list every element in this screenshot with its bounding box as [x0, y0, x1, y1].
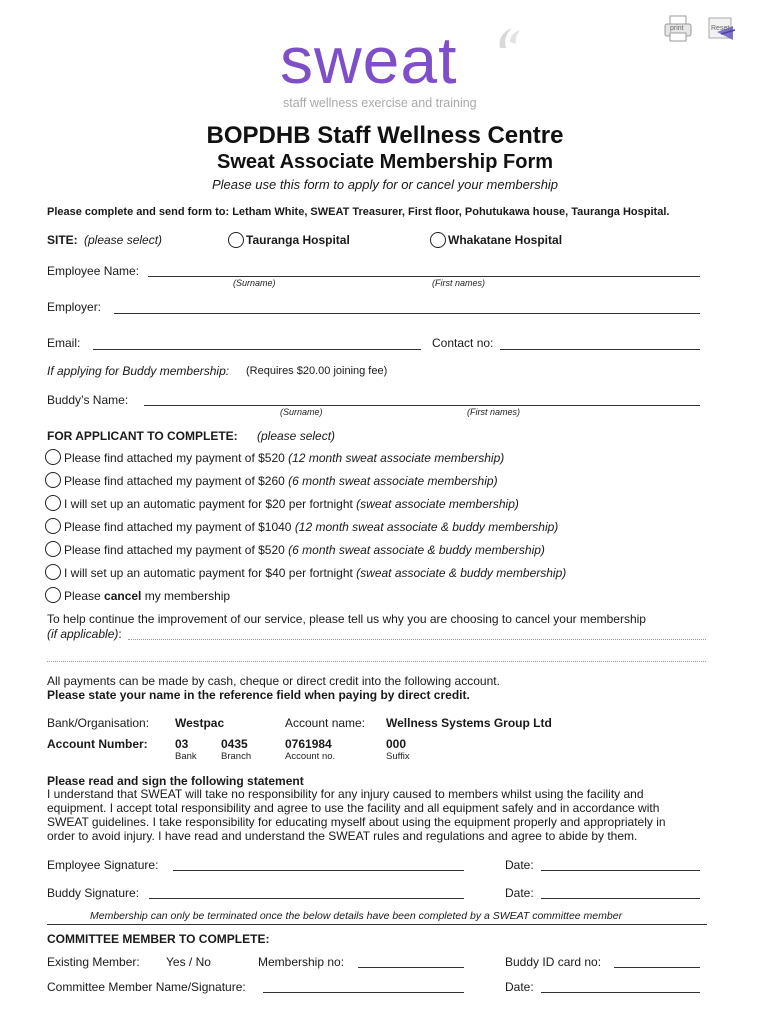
page-title: BOPDHB Staff Wellness Centre [206, 122, 564, 149]
account-bank-code: 03 [175, 737, 189, 751]
employer-field[interactable] [114, 313, 700, 314]
email-field[interactable] [93, 349, 421, 350]
applicant-heading: FOR APPLICANT TO COMPLETE: [47, 429, 238, 443]
employee-date-field[interactable] [541, 870, 700, 871]
employee-date-label: Date: [505, 858, 534, 872]
site-option-tauranga: Tauranga Hospital [246, 233, 350, 247]
committee-date-field[interactable] [541, 992, 700, 993]
section-divider [47, 924, 707, 925]
account-bank-caption: Bank [175, 751, 197, 762]
payment-option-4: Please find attached my payment of $1040 (12 month sweat associate & buddy membership) [64, 520, 559, 534]
buddy-date-field[interactable] [541, 898, 700, 899]
form-instructions: Please use this form to apply for or cancel your membership [211, 177, 559, 192]
payment-radio-6[interactable] [45, 564, 61, 580]
print-label: print [670, 25, 684, 32]
account-branch-caption: Branch [221, 751, 252, 762]
reset-label: Reset [711, 25, 730, 32]
site-option-whakatane: Whakatane Hospital [448, 233, 563, 247]
existing-member-value[interactable]: Yes / No [166, 955, 211, 969]
statement-line-2: equipment. I accept total responsibility and agree to use the facility and all equipment safely and in accordance with [47, 801, 660, 815]
statement-line-3: SWEAT guidelines. I take responsibility for educating myself about using the equipment properly and appropriately in [47, 815, 666, 829]
buddy-id-label: Buddy ID card no: [505, 955, 602, 969]
employee-name-label: Employee Name: [47, 264, 140, 278]
payment-option-1: Please find attached my payment of $520 (12 month sweat associate membership) [64, 451, 505, 465]
account-suffix-value: 000 [386, 737, 407, 751]
membership-no-field[interactable] [358, 967, 464, 968]
account-name-value: Wellness Systems Group Ltd [386, 716, 552, 730]
payment-option-2: Please find attached my payment of $260 (6 month sweat associate membership) [64, 474, 498, 488]
account-branch-code: 0435 [221, 737, 248, 751]
cancel-membership-radio[interactable] [45, 587, 61, 603]
employee-first-names-hint: (First names) [432, 278, 486, 288]
committee-name-signature-field[interactable] [263, 992, 464, 993]
employee-signature-field[interactable] [173, 870, 464, 871]
employee-surname-hint: (Surname) [233, 278, 276, 288]
account-name-label: Account name: [285, 716, 366, 730]
buddy-intro: If applying for Buddy membership: [47, 364, 230, 378]
sweat-logo: sweat [280, 23, 458, 97]
contact-label: Contact no: [432, 336, 494, 350]
statement-line-1: I understand that SWEAT will take no responsibility for any injury caused to members whilst using the facility and [47, 787, 644, 801]
payment-radio-4[interactable] [45, 518, 61, 534]
payment-radio-5[interactable] [45, 541, 61, 557]
committee-name-signature-label: Committee Member Name/Signature: [47, 980, 246, 994]
payment-option-3: I will set up an automatic payment for $20 per fortnight (sweat associate membership) [64, 497, 519, 511]
statement-line-4: order to avoid injury. I have read and understand the SWEAT rules and regulations and agree to abide by them. [47, 829, 638, 843]
payment-option-5: Please find attached my payment of $520 (6 month sweat associate & buddy membership) [64, 543, 545, 557]
bank-label: Bank/Organisation: [47, 716, 150, 730]
print-button[interactable] [662, 14, 694, 44]
cancel-reason-field-1[interactable] [128, 639, 706, 640]
splash-icon [494, 22, 524, 50]
payment-option-6: I will set up an automatic payment for $40 per fortnight (sweat associate & buddy membership) [64, 566, 567, 580]
committee-date-label: Date: [505, 980, 534, 994]
termination-note: Membership can only be terminated once the below details have been completed by a SWEAT committee member [90, 910, 623, 922]
reference-note: Please state your name in the reference field when paying by direct credit. [47, 688, 470, 702]
buddy-signature-field[interactable] [149, 898, 464, 899]
payment-radio-3[interactable] [45, 495, 61, 511]
send-to-address: Please complete and send form to: Letham White, SWEAT Treasurer, First floor, Pohutukawa house, Tauranga Hospital. [47, 206, 670, 218]
reset-button[interactable] [705, 14, 737, 44]
contact-field[interactable] [500, 349, 700, 350]
buddy-signature-label: Buddy Signature: [47, 886, 140, 900]
cancel-reason-field-2[interactable] [47, 661, 706, 662]
buddy-first-names-hint: (First names) [467, 407, 521, 417]
payment-radio-2[interactable] [45, 472, 61, 488]
buddy-name-label: Buddy’s Name: [47, 393, 129, 407]
bank-value: Westpac [175, 716, 225, 730]
if-applicable-note: (if applicable): [47, 627, 122, 641]
existing-member-label: Existing Member: [47, 955, 140, 969]
account-number-label: Account Number: [47, 737, 148, 751]
cancel-membership-option: Please cancel my membership [64, 589, 231, 603]
buddy-fee-note: (Requires $20.00 joining fee) [246, 365, 388, 377]
committee-heading: COMMITTEE MEMBER TO COMPLETE: [47, 932, 270, 946]
employer-label: Employer: [47, 300, 102, 314]
site-radio-tauranga[interactable] [228, 232, 244, 248]
site-label: SITE: [47, 233, 78, 247]
membership-no-label: Membership no: [258, 955, 345, 969]
buddy-surname-hint: (Surname) [280, 407, 323, 417]
statement-heading: Please read and sign the following statement [47, 774, 304, 788]
employee-signature-label: Employee Signature: [47, 858, 159, 872]
buddy-id-field[interactable] [614, 967, 700, 968]
account-number-caption: Account no. [285, 751, 336, 762]
site-hint: (please select) [84, 233, 163, 247]
account-suffix-caption: Suffix [386, 751, 410, 762]
employee-name-field[interactable] [148, 276, 700, 277]
cancel-reason-prompt: To help continue the improvement of our service, please tell us why you are choosing to cancel your membership [47, 612, 646, 626]
buddy-date-label: Date: [505, 886, 534, 900]
buddy-name-field[interactable] [144, 405, 700, 406]
form-subtitle: Sweat Associate Membership Form [216, 151, 554, 173]
payment-intro: All payments can be made by cash, cheque or direct credit into the following account. [47, 674, 500, 688]
tagline: staff wellness exercise and training [283, 96, 477, 110]
payment-radio-1[interactable] [45, 449, 61, 465]
email-label: Email: [47, 336, 81, 350]
applicant-hint: (please select) [257, 429, 336, 443]
site-radio-whakatane[interactable] [430, 232, 446, 248]
account-number-value: 0761984 [285, 737, 332, 751]
